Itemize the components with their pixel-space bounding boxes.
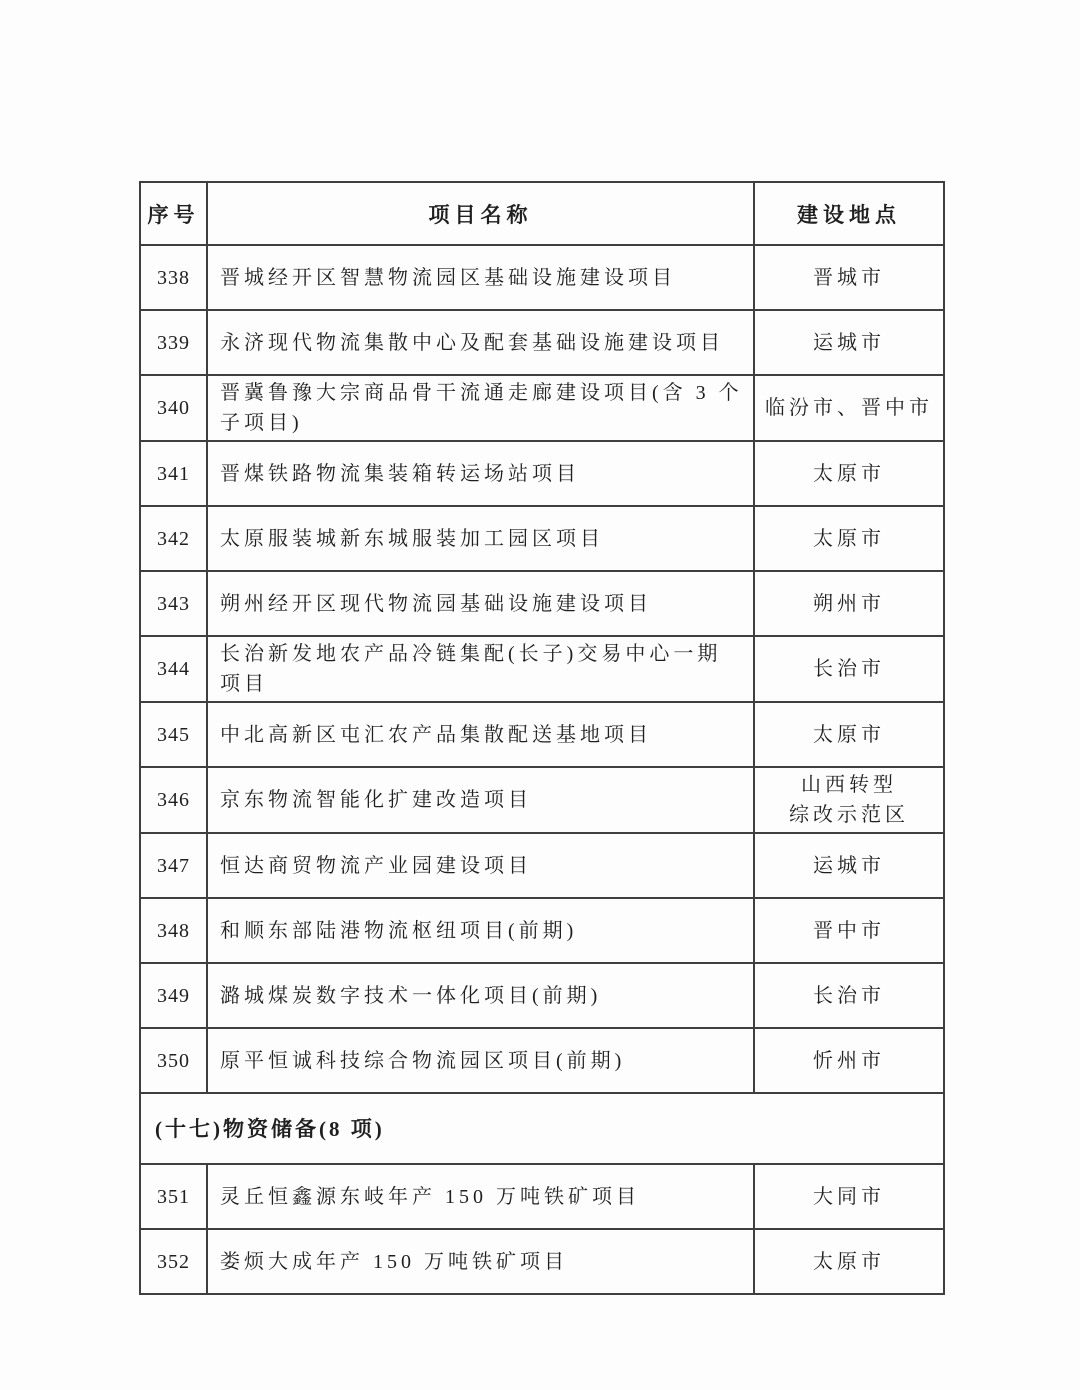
row-number: 342 <box>140 506 207 571</box>
row-number: 352 <box>140 1229 207 1294</box>
table-row <box>140 1028 944 1093</box>
table-row <box>140 898 944 963</box>
row-number: 350 <box>140 1028 207 1093</box>
header-project-name: 项目名称 <box>207 182 754 245</box>
table-row <box>140 702 944 767</box>
projects-table <box>139 181 945 1295</box>
project-name: 晋煤铁路物流集装箱转运场站项目 <box>207 441 754 506</box>
row-number: 351 <box>140 1164 207 1229</box>
row-number: 339 <box>140 310 207 375</box>
project-name: 永济现代物流集散中心及配套基础设施建设项目 <box>207 310 754 375</box>
project-location: 朔州市 <box>754 571 944 636</box>
project-name: 朔州经开区现代物流园基础设施建设项目 <box>207 571 754 636</box>
location-line: 综改示范区 <box>789 804 909 826</box>
table-row <box>140 245 944 310</box>
row-number: 347 <box>140 833 207 898</box>
project-location <box>754 767 944 833</box>
project-name: 中北高新区屯汇农产品集散配送基地项目 <box>207 702 754 767</box>
table-row <box>140 441 944 506</box>
project-name: 晋冀鲁豫大宗商品骨干流通走廊建设项目(含 3 个子项目) <box>207 375 754 441</box>
project-name: 原平恒诚科技综合物流园区项目(前期) <box>207 1028 754 1093</box>
row-number: 340 <box>140 375 207 441</box>
project-name: 娄烦大成年产 150 万吨铁矿项目 <box>207 1229 754 1294</box>
project-name: 潞城煤炭数字技术一体化项目(前期) <box>207 963 754 1028</box>
table-row <box>140 636 944 702</box>
row-number: 345 <box>140 702 207 767</box>
project-location: 太原市 <box>754 702 944 767</box>
header-construction-location: 建设地点 <box>754 182 944 245</box>
project-location: 太原市 <box>754 441 944 506</box>
table-row <box>140 506 944 571</box>
project-location: 晋城市 <box>754 245 944 310</box>
section-header-row <box>140 1093 944 1164</box>
header-serial-number: 序号 <box>140 182 207 245</box>
project-location: 忻州市 <box>754 1028 944 1093</box>
row-number: 341 <box>140 441 207 506</box>
project-location: 运城市 <box>754 310 944 375</box>
project-location: 临汾市、晋中市 <box>754 375 944 441</box>
project-location: 长治市 <box>754 636 944 702</box>
project-name: 和顺东部陆港物流枢纽项目(前期) <box>207 898 754 963</box>
table-row <box>140 767 944 833</box>
project-name: 晋城经开区智慧物流园区基础设施建设项目 <box>207 245 754 310</box>
row-number: 338 <box>140 245 207 310</box>
table-row <box>140 310 944 375</box>
table-row <box>140 963 944 1028</box>
project-location: 晋中市 <box>754 898 944 963</box>
project-location: 太原市 <box>754 506 944 571</box>
row-number: 344 <box>140 636 207 702</box>
table-row <box>140 833 944 898</box>
table-row <box>140 375 944 441</box>
project-name: 太原服装城新东城服装加工园区项目 <box>207 506 754 571</box>
project-location: 大同市 <box>754 1164 944 1229</box>
project-name: 长治新发地农产品冷链集配(长子)交易中心一期项目 <box>207 636 754 702</box>
row-number: 343 <box>140 571 207 636</box>
row-number: 349 <box>140 963 207 1028</box>
project-location: 太原市 <box>754 1229 944 1294</box>
project-name: 灵丘恒鑫源东岐年产 150 万吨铁矿项目 <box>207 1164 754 1229</box>
project-location: 运城市 <box>754 833 944 898</box>
row-number: 346 <box>140 767 207 833</box>
table-row <box>140 571 944 636</box>
project-name: 京东物流智能化扩建改造项目 <box>207 767 754 833</box>
project-name: 恒达商贸物流产业园建设项目 <box>207 833 754 898</box>
table-row <box>140 1229 944 1294</box>
project-location: 长治市 <box>754 963 944 1028</box>
section-header: (十七)物资储备(8 项) <box>140 1093 944 1164</box>
location-line: 山西转型 <box>801 774 897 796</box>
row-number: 348 <box>140 898 207 963</box>
table-header-row <box>140 182 944 245</box>
table-row <box>140 1164 944 1229</box>
